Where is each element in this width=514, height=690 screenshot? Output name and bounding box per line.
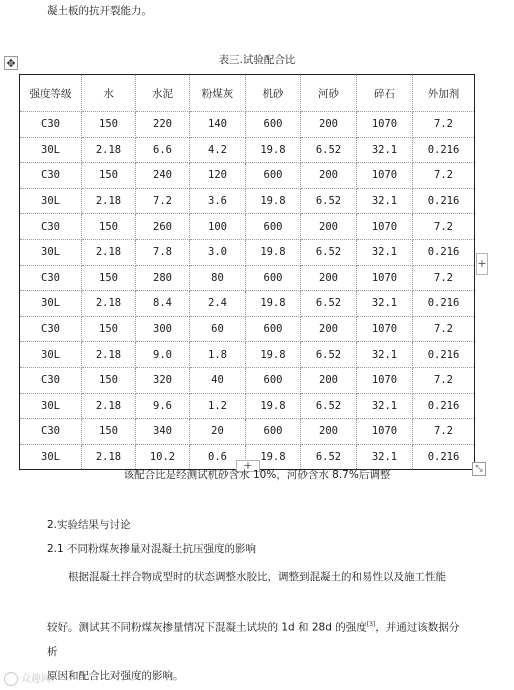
table-cell: 1070 <box>357 419 413 445</box>
table-move-handle-icon[interactable]: ✥ <box>4 56 18 70</box>
table-cell: 7.2 <box>413 419 475 445</box>
table-cell: 1070 <box>357 316 413 342</box>
table-cell: 7.2 <box>413 112 475 138</box>
table-row <box>20 214 475 240</box>
table-cell: 200 <box>301 316 357 342</box>
table-cell: 7.8 <box>136 239 190 265</box>
table-cell: 6.52 <box>301 137 357 163</box>
table-cell: 340 <box>136 419 190 445</box>
table-row <box>20 316 475 342</box>
body-paragraph <box>47 565 467 589</box>
table-cell: 150 <box>82 163 136 189</box>
table-cell: 1070 <box>357 367 413 393</box>
table-cell: 6.52 <box>301 444 357 470</box>
table-caption: 表三.试验配合比 <box>218 54 296 66</box>
table-cell: 6.52 <box>301 291 357 317</box>
column-header: 水 <box>82 75 136 112</box>
table-cell: 3.0 <box>190 239 246 265</box>
table-cell: 200 <box>301 112 357 138</box>
table-cell: 7.2 <box>413 163 475 189</box>
table-cell: 19.8 <box>246 342 301 368</box>
table-cell: 150 <box>82 214 136 240</box>
table-cell: 20 <box>190 419 246 445</box>
table-cell: 30L <box>20 444 82 470</box>
table-cell: 150 <box>82 265 136 291</box>
table-cell: 600 <box>246 214 301 240</box>
table-cell: 32.1 <box>357 188 413 214</box>
table-cell: 30L <box>20 291 82 317</box>
table-cell: 260 <box>136 214 190 240</box>
table-row <box>20 393 475 419</box>
table-cell: 6.52 <box>301 393 357 419</box>
table-cell: 7.2 <box>413 265 475 291</box>
table-cell: 1070 <box>357 265 413 291</box>
table-cell: 30L <box>20 188 82 214</box>
table-cell: 100 <box>190 214 246 240</box>
table-cell: 200 <box>301 265 357 291</box>
table-cell: 19.8 <box>246 291 301 317</box>
table-cell: 1070 <box>357 214 413 240</box>
table-cell: 6.52 <box>301 239 357 265</box>
table-row <box>20 112 475 138</box>
table-cell: C30 <box>20 419 82 445</box>
table-cell: 32.1 <box>357 342 413 368</box>
citation-ref[interactable]: [3] <box>366 621 376 628</box>
table-cell: 8.4 <box>136 291 190 317</box>
column-header: 粉煤灰 <box>190 75 246 112</box>
body-paragraph-continued <box>47 613 467 688</box>
table-cell: 280 <box>136 265 190 291</box>
table-cell: 7.2 <box>136 188 190 214</box>
mix-proportion-table <box>19 74 475 470</box>
table-row <box>20 419 475 445</box>
table-cell: 0.216 <box>413 291 475 317</box>
table-cell: 200 <box>301 163 357 189</box>
table-cell: 150 <box>82 112 136 138</box>
column-header: 河砂 <box>301 75 357 112</box>
table-cell: 32.1 <box>357 239 413 265</box>
table-cell: 6.52 <box>301 188 357 214</box>
table-cell: C30 <box>20 367 82 393</box>
table-cell: 19.8 <box>246 393 301 419</box>
table-cell: 200 <box>301 367 357 393</box>
table-cell: 3.6 <box>190 188 246 214</box>
subsection-heading: 2.1 不同粉煤灰掺量对混凝土抗压强度的影响 <box>47 543 257 555</box>
table-cell: 4.2 <box>190 137 246 163</box>
table-cell: 150 <box>82 419 136 445</box>
table-resize-handle-icon[interactable]: ⤡ <box>472 462 486 476</box>
table-row <box>20 239 475 265</box>
table-cell: 19.8 <box>246 137 301 163</box>
watermark <box>4 670 51 686</box>
table-row <box>20 367 475 393</box>
table-cell: 60 <box>190 316 246 342</box>
section-heading: 2.实验结果与讨论 <box>47 519 131 531</box>
table-cell: 0.216 <box>413 393 475 419</box>
table-row <box>20 188 475 214</box>
table-cell: C30 <box>20 163 82 189</box>
table-cell: 200 <box>301 214 357 240</box>
table-cell: 9.6 <box>136 393 190 419</box>
table-cell: 600 <box>246 316 301 342</box>
paragraph-line-2b: ，并通过该数据分析 <box>47 621 460 658</box>
table-cell: 7.2 <box>413 367 475 393</box>
table-cell: 2.18 <box>82 444 136 470</box>
preceding-paragraph-tail: 凝土板的抗开裂能力。 <box>47 5 152 17</box>
table-cell: 0.216 <box>413 444 475 470</box>
table-cell: 300 <box>136 316 190 342</box>
table-cell: 30L <box>20 239 82 265</box>
table-cell: 0.6 <box>190 444 246 470</box>
table-cell: 30L <box>20 393 82 419</box>
table-cell: 150 <box>82 367 136 393</box>
table-cell: 2.18 <box>82 239 136 265</box>
table-cell: 9.0 <box>136 342 190 368</box>
table-note: 该配合比是经测试机砂含水 10%，河砂含水 8.7%后调整 <box>123 469 391 481</box>
table-cell: 40 <box>190 367 246 393</box>
table-cell: 120 <box>190 163 246 189</box>
column-header: 机砂 <box>246 75 301 112</box>
table-cell: 32.1 <box>357 393 413 419</box>
table-cell: 600 <box>246 163 301 189</box>
table-cell: C30 <box>20 214 82 240</box>
table-cell: 1070 <box>357 163 413 189</box>
column-header: 强度等级 <box>20 75 82 112</box>
table-cell: 1.8 <box>190 342 246 368</box>
table-cell: 600 <box>246 265 301 291</box>
paragraph-line-1: 根据混凝土拌合物成型时的状态调整水胶比，调整到混凝土的和易性以及施工性能 <box>68 571 446 583</box>
add-column-button[interactable]: + <box>476 253 488 275</box>
table-cell: 2.18 <box>82 188 136 214</box>
table-row <box>20 265 475 291</box>
table-cell: 200 <box>301 419 357 445</box>
table-cell: C30 <box>20 316 82 342</box>
table-cell: 19.8 <box>246 444 301 470</box>
table-cell: 2.18 <box>82 342 136 368</box>
table-cell: 600 <box>246 367 301 393</box>
table-cell: 32.1 <box>357 444 413 470</box>
column-header: 水泥 <box>136 75 190 112</box>
table-row <box>20 342 475 368</box>
table-cell: 1070 <box>357 112 413 138</box>
table-header-row <box>20 75 475 112</box>
table-cell: 6.6 <box>136 137 190 163</box>
table-cell: 0.216 <box>413 239 475 265</box>
table-cell: 0.216 <box>413 137 475 163</box>
add-row-button[interactable]: + <box>236 460 260 472</box>
table-cell: 7.2 <box>413 316 475 342</box>
table-cell: 32.1 <box>357 137 413 163</box>
table-cell: 30L <box>20 342 82 368</box>
paragraph-line-2a: 较好。测试其不同粉煤灰掺量情况下混凝土试块的 1d 和 28d 的强度 <box>47 621 367 634</box>
table-cell: 140 <box>190 112 246 138</box>
table-cell: 600 <box>246 112 301 138</box>
table-cell: C30 <box>20 112 82 138</box>
table-cell: 6.52 <box>301 342 357 368</box>
table-cell: 220 <box>136 112 190 138</box>
table-cell: 80 <box>190 265 246 291</box>
table-cell: 600 <box>246 419 301 445</box>
table-cell: C30 <box>20 265 82 291</box>
table-row <box>20 163 475 189</box>
watermark-logo-icon <box>4 672 18 686</box>
table-cell: 32.1 <box>357 291 413 317</box>
table-cell: 30L <box>20 137 82 163</box>
table-cell: 2.18 <box>82 291 136 317</box>
table-cell: 19.8 <box>246 188 301 214</box>
table-row <box>20 291 475 317</box>
table-cell: 240 <box>136 163 190 189</box>
table-cell: 19.8 <box>246 239 301 265</box>
table-cell: 10.2 <box>136 444 190 470</box>
table-cell: 150 <box>82 316 136 342</box>
table-cell: 2.18 <box>82 137 136 163</box>
table-row <box>20 137 475 163</box>
table-cell: 0.216 <box>413 188 475 214</box>
table-cell: 7.2 <box>413 214 475 240</box>
column-header: 碎石 <box>357 75 413 112</box>
table-cell: 1.2 <box>190 393 246 419</box>
paragraph-line-3: 原因和配合比对强度的影响。 <box>47 669 184 682</box>
column-header: 外加剂 <box>413 75 475 112</box>
table-cell: 0.216 <box>413 342 475 368</box>
table-cell: 2.18 <box>82 393 136 419</box>
table-cell: 320 <box>136 367 190 393</box>
watermark-text: 众趣网 <box>21 674 51 685</box>
table-cell: 2.4 <box>190 291 246 317</box>
